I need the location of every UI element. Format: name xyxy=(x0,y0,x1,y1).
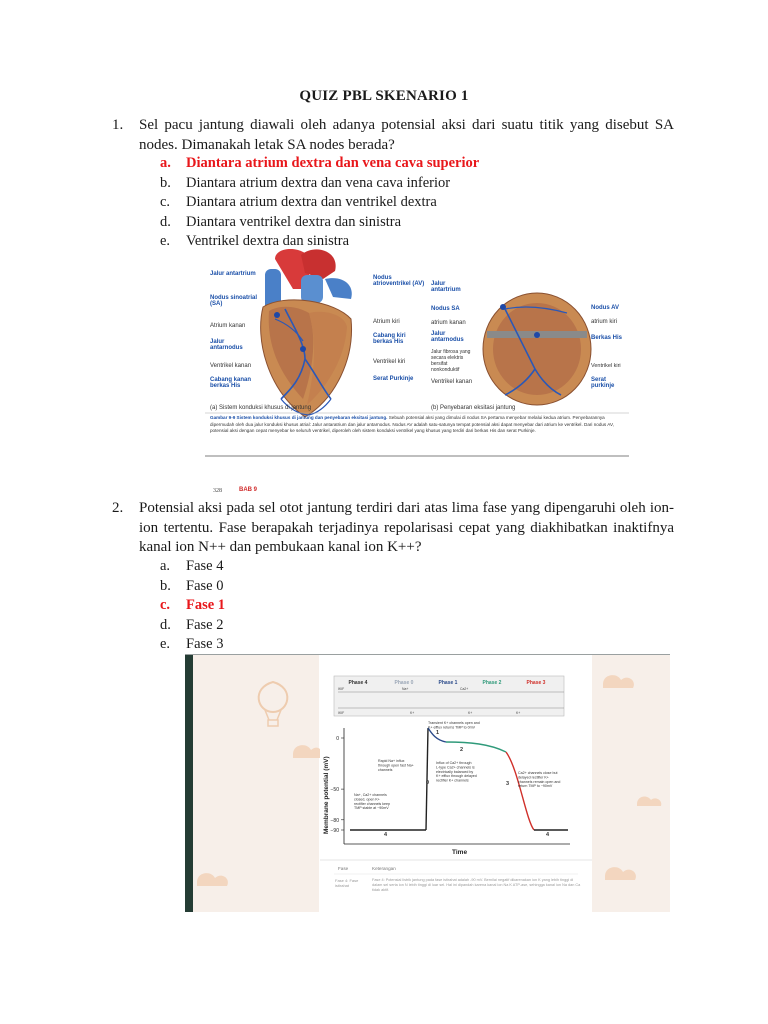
question-number: 1. xyxy=(112,117,124,133)
ion-top-0: IKIF xyxy=(338,687,345,691)
svg-text:through open fast Na+: through open fast Na+ xyxy=(378,763,414,768)
label-jalur-fibrosa: Jalur fibrosa yang secara elektris bersifat nonkonduktif xyxy=(431,349,471,373)
option-b[interactable]: b. Fase 0 xyxy=(160,577,224,594)
label-ventrikel-kanan-a: Ventrikel kanan xyxy=(210,363,252,369)
svg-text:K+ efflux returns TMP to 0mV: K+ efflux returns TMP to 0mV xyxy=(428,725,476,730)
label-nodus-sa-b: Nodus SA xyxy=(431,306,460,312)
option-e[interactable]: e. Ventrikel dextra dan sinistra xyxy=(160,233,350,250)
phase-header-4: Phase 3 xyxy=(526,680,546,686)
svg-text:Influx of Ca2+ through: Influx of Ca2+ through xyxy=(436,761,472,765)
label-atrium-kanan-b: atrium kanan xyxy=(431,320,466,326)
chapter-label: BAB 9 xyxy=(239,487,258,493)
ion-bottom-0: IKIF xyxy=(338,711,345,715)
annotation-phase-4 xyxy=(354,793,390,810)
option-a[interactable]: a. Diantara atrium dextra dan vena cava superior xyxy=(160,155,480,171)
svg-text:rectifier channels keep: rectifier channels keep xyxy=(354,801,390,806)
table-row-text: Fase 4: Potensial listrik jantung pada fase istirahat adalah -90 mV. Bernilai negatif dikarenakan ion K yang lebih tinggi di dalam sel serta ion N lebih tinggi di luar sel. Hal ini dipandah karena kanal ion Na K ATP-ase, sehingga kanal ion Na dan Ca tidak aktif. xyxy=(372,878,581,892)
label-ventrikel-kiri-b: Ventrikel kiri xyxy=(591,363,621,369)
label-jalur-antartrium-b: Jalur antartrium xyxy=(431,281,461,293)
svg-text:delayed rectifier K+: delayed rectifier K+ xyxy=(518,775,549,780)
svg-text:Rapid Na+ influx: Rapid Na+ influx xyxy=(378,759,405,763)
y-tick-0: 0 xyxy=(336,736,339,742)
ion-bottom-2: K+ xyxy=(468,711,473,715)
question-stem: Sel pacu jantung diawali oleh adanya potensial aksi dari suatu titik yang disebut SA nodes. Dimanakah letak SA nodes berada? xyxy=(139,117,674,153)
label-atrium-kiri-b: atrium kiri xyxy=(591,319,618,325)
svg-text:channels: channels xyxy=(378,767,393,772)
question-1 xyxy=(112,116,674,155)
svg-text:Na+, Ca2+ channels: Na+, Ca2+ channels xyxy=(354,793,387,797)
annotation-phase-1 xyxy=(428,721,480,729)
svg-text:electrically balanced by: electrically balanced by xyxy=(436,769,474,774)
ion-bottom-1: K+ xyxy=(410,711,415,715)
label-atrium-kanan-a: Atrium kanan xyxy=(210,323,246,329)
svg-text:Ca2+ channels close but: Ca2+ channels close but xyxy=(518,771,558,775)
phase-header-2: Phase 1 xyxy=(438,680,458,686)
svg-text:return TMP to −90mV: return TMP to −90mV xyxy=(518,784,553,789)
action-potential-figure xyxy=(185,654,670,912)
balloon-icon xyxy=(259,682,288,726)
table-head-fase: Fase xyxy=(338,866,349,871)
phase-number-4: 3 xyxy=(506,781,510,787)
label-nodus-av-b: Nodus AV xyxy=(591,305,619,311)
svg-text:closed, open K+: closed, open K+ xyxy=(354,797,380,802)
option-d[interactable]: d. Fase 2 xyxy=(160,616,224,633)
question-1-options xyxy=(160,154,479,252)
question-number: 2. xyxy=(112,500,124,516)
heart-diagram-a xyxy=(261,249,352,417)
phase-number-3: 2 xyxy=(460,747,464,753)
svg-text:Transient K+ channels open and: Transient K+ channels open and xyxy=(428,721,480,725)
svg-text:TMP stable at −90mV: TMP stable at −90mV xyxy=(354,806,389,811)
question-2 xyxy=(112,499,674,558)
label-cabang-kanan: Cabang kanan berkas His xyxy=(210,377,252,389)
table-head-keterangan: Keterangan xyxy=(372,866,396,871)
y-tick-3: −90 xyxy=(330,828,339,834)
label-berkas-his: Berkas His xyxy=(591,335,623,341)
label-jalur-antarnodus-a: Jalur antarnodus xyxy=(210,339,243,351)
y-axis-label: Membrane potential (mV) xyxy=(323,756,330,834)
ion-top-2: Ca2+ xyxy=(460,687,469,691)
phase-header-3: Phase 2 xyxy=(482,680,502,686)
ion-bottom-3: K+ xyxy=(516,711,521,715)
option-b[interactable]: b. Diantara atrium dextra dan vena cava inferior xyxy=(160,174,451,191)
ion-top-1: Na+ xyxy=(402,687,409,691)
phase-number-0: 4 xyxy=(384,832,388,838)
question-stem: Potensial aksi pada sel otot jantung terdiri dari atas lima fase yang dipengaruhi oleh ion-ion tertentu. Fase berapakah terjadinya repolarisasi cepat yang diakhibatkan inaktifnya kanal ion N++ dan pembukaan kanal ion K++? xyxy=(139,500,674,555)
quiz-title: QUIZ PBL SKENARIO 1 xyxy=(299,88,469,104)
label-serat-purkinje-b: Serat purkinje xyxy=(591,377,615,389)
option-c[interactable]: c. Diantara atrium dextra dan ventrikel dextra xyxy=(160,194,437,211)
y-tick-2: −80 xyxy=(330,817,339,824)
option-d[interactable]: d. Diantara ventrikel dextra dan sinistra xyxy=(160,213,402,230)
phase-header-1: Phase 0 xyxy=(394,680,414,686)
label-jalur-antarnodus-b: Jalur antarnodus xyxy=(431,331,464,343)
phase-header-0: Phase 4 xyxy=(348,680,368,686)
label-ventrikel-kiri-a: Ventrikel kiri xyxy=(373,359,406,365)
phase-number-5: 4 xyxy=(546,832,550,838)
label-jalur-antartrium-a: Jalur antartrium xyxy=(210,271,256,277)
question-2-options xyxy=(160,557,225,655)
label-ventrikel-kanan-b: Ventrikel kanan xyxy=(431,379,473,385)
label-nodus-sa-a: Nodus sinoatrial (SA) xyxy=(210,295,258,307)
heart-diagram-b xyxy=(483,293,591,405)
subcaption-b: (b) Penyebaran eksitasi jantung xyxy=(431,405,516,411)
table-row-label: Fase 4: Fase istirahat xyxy=(335,878,359,888)
label-nodus-av-a: Nodus atrioventrikel (AV) xyxy=(373,275,425,287)
svg-text:rectifier K+ channels: rectifier K+ channels xyxy=(436,778,469,783)
x-axis-label: Time xyxy=(452,849,468,856)
label-serat-purkinje-a: Serat Purkinje xyxy=(373,376,414,382)
svg-text:L-type Ca2+ channels is: L-type Ca2+ channels is xyxy=(436,765,475,770)
option-c[interactable]: c. Fase 1 xyxy=(160,597,226,614)
option-e[interactable]: e. Fase 3 xyxy=(160,636,224,653)
heart-conduction-figure xyxy=(205,249,629,457)
phase-number-2: 1 xyxy=(436,730,440,736)
option-a[interactable]: a. Fase 4 xyxy=(160,558,224,574)
y-tick-1: −50 xyxy=(330,787,339,794)
subcaption-a: (a) Sistem konduksi khusus di jantung xyxy=(210,405,312,411)
svg-text:K+ efflux through delayed: K+ efflux through delayed xyxy=(436,774,477,779)
page-number: 328 xyxy=(213,488,222,494)
phase-number-1: 0 xyxy=(426,780,430,786)
svg-text:channels remain open and: channels remain open and xyxy=(518,779,561,784)
action-potential-chart xyxy=(320,664,592,912)
figure1-caption: Gambar 9-9 Sistem konduksi khusus di jantung dan penyebaran eksitasi jantung. Sebuah potensial aksi yang dimulai di nodus SA pertama menyebar melalui kedua atrium. Penyebarannya dipermudah oleh dua jalur konduksi khusus atrial: Jalur antaratrium dan jalur antarnodus. Nodus AV adalah satu-satunya tempat potensial aksi dapat menyebar dari atrium ke ventrikel. Dari nodus AV, potensial aksi dengan cepat menyebar ke seluruh ventrikel, diperoleh oleh sistem konduksi ventrikel yang khusus yang terdiri dari berkas His dan serat Purkinje. xyxy=(210,415,614,434)
label-cabang-kiri: Cabang kiri berkas His xyxy=(373,333,406,345)
label-atrium-kiri-a: Atrium kiri xyxy=(373,319,400,325)
